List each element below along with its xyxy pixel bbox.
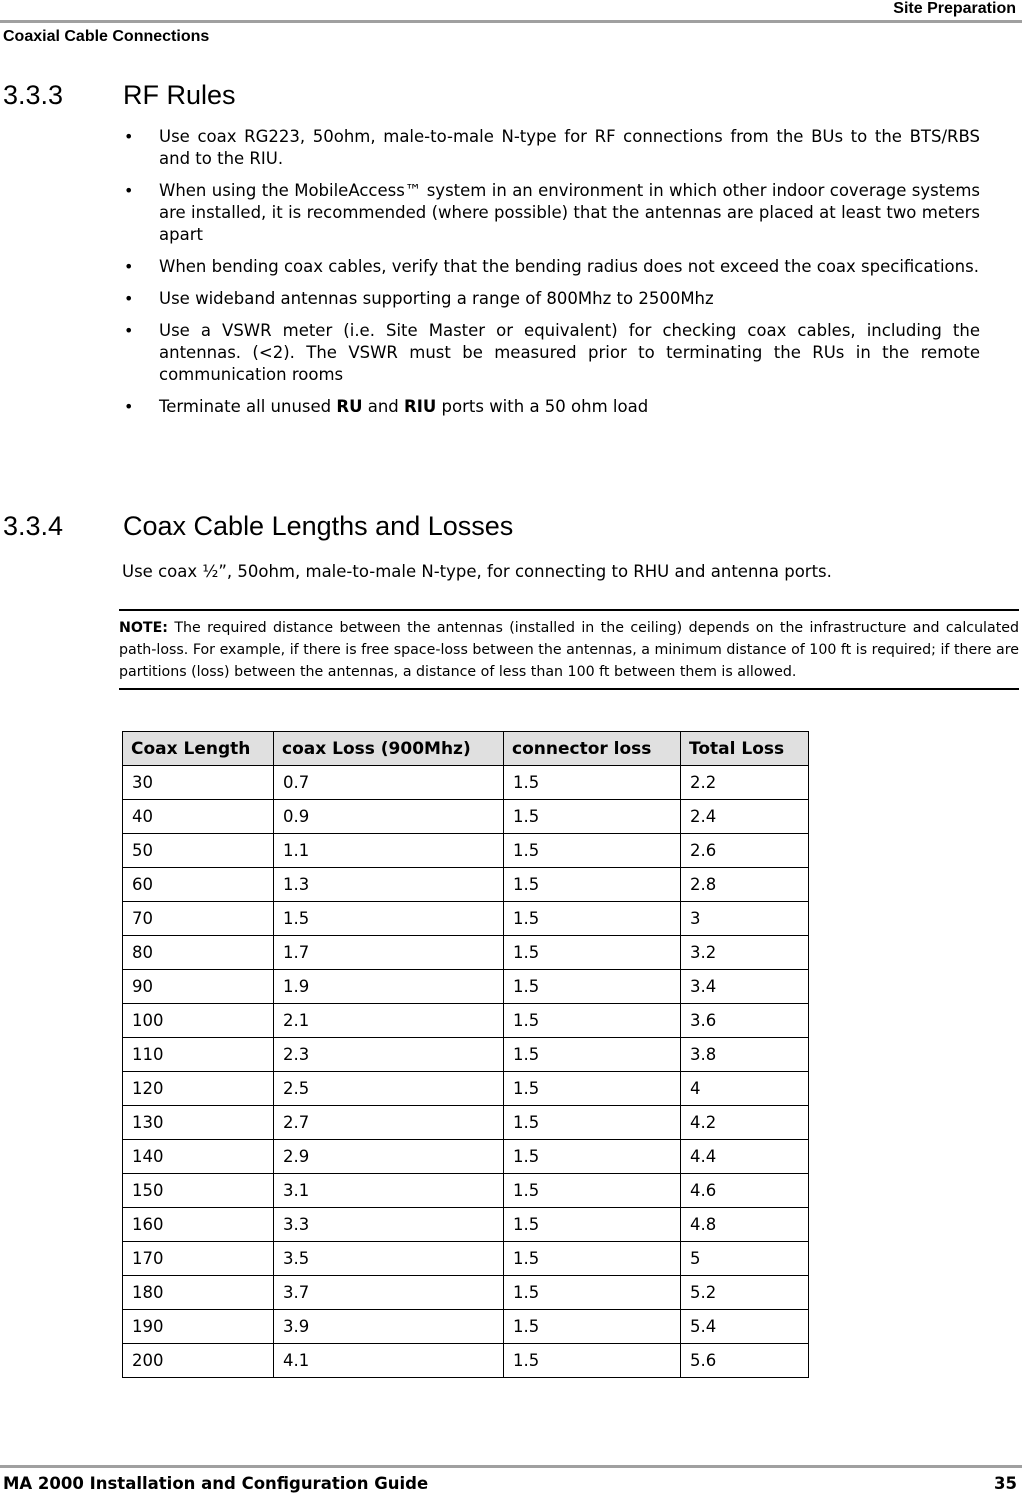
coax-loss-table [122, 731, 809, 1378]
table-row [123, 1242, 809, 1276]
table-cell: 3.5 [274, 1242, 504, 1276]
table-cell: 1.5 [504, 1140, 681, 1174]
table-cell: 110 [123, 1038, 274, 1072]
section-heading-coax-lengths [3, 511, 513, 542]
column-header-coax-length: Coax Length [123, 732, 274, 766]
column-header-coax-loss: coax Loss (900Mhz) [274, 732, 504, 766]
table-cell: 40 [123, 800, 274, 834]
text-run: ports with a 50 ohm load [436, 397, 649, 416]
note-box [119, 609, 1019, 690]
table-row [123, 1004, 809, 1038]
section-number: 3.3.3 [3, 80, 64, 110]
table-cell: 0.7 [274, 766, 504, 800]
list-item [122, 320, 980, 386]
table-cell: 1.5 [504, 766, 681, 800]
table-header-row [123, 732, 809, 766]
section-number: 3.3.4 [3, 511, 64, 541]
footer-document-title: MA 2000 Installation and Configuration Guide [3, 1474, 429, 1493]
list-item [122, 180, 980, 246]
table-cell: 1.5 [504, 1174, 681, 1208]
table-cell: 80 [123, 936, 274, 970]
table-cell: 170 [123, 1242, 274, 1276]
column-header-connector-loss: connector loss [504, 732, 681, 766]
table-cell: 30 [123, 766, 274, 800]
table-cell: 4.2 [681, 1106, 809, 1140]
section-title: Coax Cable Lengths and Losses [123, 511, 514, 541]
list-item-text [159, 397, 648, 416]
table-cell: 2.4 [681, 800, 809, 834]
table-cell: 190 [123, 1310, 274, 1344]
list-item-text: When bending coax cables, verify that the bending radius does not exceed the coax specifications. [159, 257, 979, 276]
table-cell: 5.2 [681, 1276, 809, 1310]
table-row [123, 766, 809, 800]
coax-intro-paragraph: Use coax ½”, 50ohm, male-to-male N-type, for connecting to RHU and antenna ports. [122, 562, 832, 581]
table-cell: 90 [123, 970, 274, 1004]
table-cell: 160 [123, 1208, 274, 1242]
table-row [123, 1072, 809, 1106]
running-header-section: Coaxial Cable Connections [3, 28, 210, 45]
text-run: Terminate all unused [159, 397, 337, 416]
table-cell: 3.3 [274, 1208, 504, 1242]
table-cell: 2.6 [681, 834, 809, 868]
ru-term: RU [336, 397, 363, 416]
table-cell: 130 [123, 1106, 274, 1140]
list-item-text: Use a VSWR meter (i.e. Site Master or equivalent) for checking coax cables, including the antennas. (<2). The VSWR must be measured prior to terminating the RUs in the remote communication rooms [159, 321, 980, 384]
table-cell: 50 [123, 834, 274, 868]
table-cell: 150 [123, 1174, 274, 1208]
table-cell: 1.9 [274, 970, 504, 1004]
bullet-icon: • [124, 289, 134, 308]
table-row [123, 800, 809, 834]
table-cell: 4.6 [681, 1174, 809, 1208]
table-row [123, 1174, 809, 1208]
list-item [122, 288, 980, 310]
note-label: NOTE: [119, 620, 168, 636]
table-row [123, 1310, 809, 1344]
table-cell: 2.9 [274, 1140, 504, 1174]
page-number: 35 [994, 1474, 1017, 1493]
bullet-icon: • [124, 181, 134, 200]
table-cell: 1.1 [274, 834, 504, 868]
table-cell: 1.5 [504, 1038, 681, 1072]
table-cell: 2.1 [274, 1004, 504, 1038]
table-cell: 4.8 [681, 1208, 809, 1242]
table-row [123, 1106, 809, 1140]
table-cell: 100 [123, 1004, 274, 1038]
table-cell: 3.7 [274, 1276, 504, 1310]
list-item [122, 256, 980, 278]
table-cell: 3.9 [274, 1310, 504, 1344]
table-cell: 1.5 [504, 1276, 681, 1310]
section-heading-rf-rules [3, 80, 236, 111]
bullet-icon: • [124, 397, 134, 416]
table-cell: 1.7 [274, 936, 504, 970]
footer-rule [0, 1465, 1022, 1468]
table-cell: 1.5 [504, 970, 681, 1004]
running-header-chapter: Site Preparation [893, 0, 1016, 17]
bullet-icon: • [124, 257, 134, 276]
table-cell: 1.5 [504, 1310, 681, 1344]
table-cell: 3.8 [681, 1038, 809, 1072]
table-cell: 4.1 [274, 1344, 504, 1378]
riu-term: RIU [404, 397, 437, 416]
table-cell: 1.5 [504, 1072, 681, 1106]
table-cell: 70 [123, 902, 274, 936]
table-cell: 1.5 [504, 1344, 681, 1378]
table-cell: 1.5 [504, 834, 681, 868]
note-text: The required distance between the antennas (installed in the ceiling) depends on the infrastructure and calculated path-loss. For example, if there is free space-loss between the antennas, a minimum distance of 100 ft is required; if there are partitions (loss) between the antennas, a distance of less than 100 ft between them is allowed. [119, 620, 1019, 680]
table-cell: 2.2 [681, 766, 809, 800]
table-cell: 1.5 [504, 936, 681, 970]
text-run: and [362, 397, 405, 416]
bullet-icon: • [124, 321, 134, 340]
table-cell: 3.4 [681, 970, 809, 1004]
column-header-total-loss: Total Loss [681, 732, 809, 766]
table-cell: 3.6 [681, 1004, 809, 1038]
table-row [123, 970, 809, 1004]
table-cell: 1.5 [504, 1004, 681, 1038]
table-cell: 180 [123, 1276, 274, 1310]
table-row [123, 902, 809, 936]
table-cell: 1.5 [504, 902, 681, 936]
table-cell: 60 [123, 868, 274, 902]
table-row [123, 936, 809, 970]
list-item [122, 396, 980, 418]
table-cell: 120 [123, 1072, 274, 1106]
list-item-text: When using the MobileAccess™ system in an environment in which other indoor coverage systems are installed, it is recommended (where possible) that the antennas are placed at least two meters apart [159, 181, 980, 244]
table-row [123, 1140, 809, 1174]
table-cell: 3.1 [274, 1174, 504, 1208]
table-cell: 2.7 [274, 1106, 504, 1140]
table-cell: 5 [681, 1242, 809, 1276]
table-cell: 1.5 [504, 800, 681, 834]
table-cell: 3 [681, 902, 809, 936]
list-item [122, 126, 980, 170]
list-item-text: Use wideband antennas supporting a range of 800Mhz to 2500Mhz [159, 289, 714, 308]
table-row [123, 834, 809, 868]
table-cell: 200 [123, 1344, 274, 1378]
table-cell: 140 [123, 1140, 274, 1174]
table-cell: 0.9 [274, 800, 504, 834]
table-cell: 4 [681, 1072, 809, 1106]
table-cell: 4.4 [681, 1140, 809, 1174]
bullet-icon: • [124, 127, 134, 146]
header-rule [0, 20, 1022, 23]
table-cell: 2.8 [681, 868, 809, 902]
table-cell: 1.5 [504, 1208, 681, 1242]
table-cell: 2.3 [274, 1038, 504, 1072]
table-cell: 2.5 [274, 1072, 504, 1106]
table-cell: 3.2 [681, 936, 809, 970]
table-cell: 1.5 [504, 1242, 681, 1276]
section-title: RF Rules [123, 80, 236, 110]
table-row [123, 1344, 809, 1378]
table-cell: 1.3 [274, 868, 504, 902]
table-body [123, 766, 809, 1378]
table-cell: 1.5 [274, 902, 504, 936]
rf-rules-list [122, 126, 980, 428]
table-cell: 1.5 [504, 868, 681, 902]
table-row [123, 1038, 809, 1072]
table-cell: 1.5 [504, 1106, 681, 1140]
table-row [123, 1208, 809, 1242]
table-cell: 5.6 [681, 1344, 809, 1378]
table-row [123, 1276, 809, 1310]
list-item-text: Use coax RG223, 50ohm, male-to-male N-type for RF connections from the BUs to the BTS/RBS and to the RIU. [159, 127, 980, 168]
table-row [123, 868, 809, 902]
table-cell: 5.4 [681, 1310, 809, 1344]
